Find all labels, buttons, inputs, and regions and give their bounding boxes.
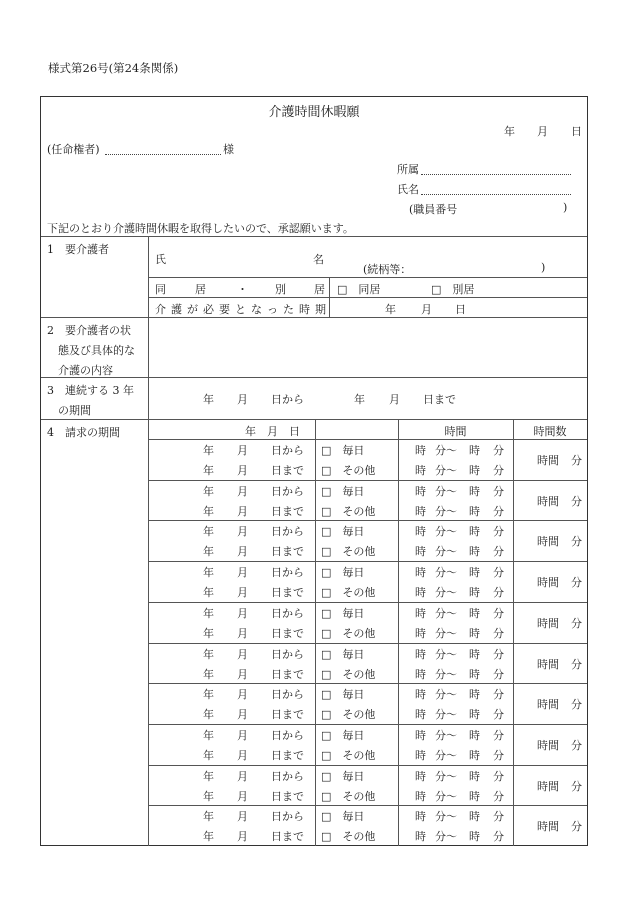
row-from-month: 月 xyxy=(237,525,248,539)
time-end-min: 分 xyxy=(493,464,504,477)
row-to-day: 日まで xyxy=(271,545,304,559)
time-end-hour: 時 xyxy=(469,789,480,803)
row-to-day: 日まで xyxy=(271,708,304,722)
time-end-hour: 時 xyxy=(469,708,480,722)
time-start-hour: 時 xyxy=(415,769,426,783)
time-end-min: 分 xyxy=(493,647,504,661)
date-day: 日 xyxy=(571,125,582,138)
row-from-day: 日から xyxy=(271,688,304,702)
row-from-day: 日から xyxy=(271,728,304,742)
s1-name-char-1: 氏 xyxy=(155,253,166,266)
leave-request-form xyxy=(40,96,588,846)
row-from-year: 年 xyxy=(203,810,214,824)
time-end-min: 分 xyxy=(493,688,504,702)
row-from-month: 月 xyxy=(237,606,248,620)
time-start-min: 分～ xyxy=(435,728,457,742)
hours-label: 時間 xyxy=(537,657,559,671)
row-from-day: 日から xyxy=(271,647,304,661)
option-other[interactable]: □ その他 xyxy=(321,789,376,803)
row-to-year: 年 xyxy=(203,789,214,803)
row-from-month: 月 xyxy=(237,810,248,824)
minutes-label: 分 xyxy=(571,494,582,508)
time-end-min: 分 xyxy=(493,748,504,762)
row-from-year: 年 xyxy=(203,688,214,702)
date-year: 年 xyxy=(504,125,515,138)
option-other[interactable]: □ その他 xyxy=(321,586,376,600)
row-to-day: 日まで xyxy=(271,626,304,640)
cohab-char-2: 居 xyxy=(195,283,206,296)
time-start-min: 分～ xyxy=(435,647,457,661)
time-end-hour: 時 xyxy=(469,810,480,824)
row-from-day: 日から xyxy=(271,810,304,824)
time-start-hour: 時 xyxy=(415,688,426,702)
time-end-min: 分 xyxy=(493,830,504,844)
option-daily[interactable]: □ 毎日 xyxy=(321,769,365,783)
s1-label: 1 要介護者 xyxy=(47,243,109,256)
row-to-year: 年 xyxy=(203,586,214,600)
hours-label: 時間 xyxy=(537,454,559,467)
time-start-min: 分～ xyxy=(435,810,457,824)
time-end-min: 分 xyxy=(493,606,504,620)
time-end-hour: 時 xyxy=(469,504,480,518)
time-end-hour: 時 xyxy=(469,484,480,498)
time-start-min: 分～ xyxy=(435,586,457,600)
time-end-hour: 時 xyxy=(469,586,480,600)
option-daily[interactable]: □ 毎日 xyxy=(321,606,365,620)
name-label: 氏名 xyxy=(397,183,419,196)
s4-head-hours: 時間数 xyxy=(533,425,567,438)
date-month: 月 xyxy=(537,125,548,138)
relation-close: ) xyxy=(541,261,546,274)
row-to-month: 月 xyxy=(237,464,248,477)
appointer-label: (任命権者) xyxy=(47,143,100,156)
option-daily[interactable]: □ 毎日 xyxy=(321,810,365,824)
s3-line-2: の期間 xyxy=(58,404,91,417)
row-from-day: 日から xyxy=(271,484,304,498)
row-to-day: 日まで xyxy=(271,504,304,518)
time-start-min: 分～ xyxy=(435,464,457,477)
time-start-hour: 時 xyxy=(415,708,426,722)
row-from-month: 月 xyxy=(237,566,248,580)
time-start-hour: 時 xyxy=(415,728,426,742)
form-number: 様式第26号(第24条関係) xyxy=(48,61,179,75)
row-to-day: 日まで xyxy=(271,586,304,600)
time-end-hour: 時 xyxy=(469,728,480,742)
time-end-hour: 時 xyxy=(469,626,480,640)
dept-line[interactable] xyxy=(421,174,571,175)
row-from-year: 年 xyxy=(203,525,214,539)
need-day: 日 xyxy=(455,303,466,316)
time-end-min: 分 xyxy=(493,545,504,559)
staff-no-close: ) xyxy=(563,201,568,214)
time-start-min: 分～ xyxy=(435,708,457,722)
time-start-hour: 時 xyxy=(415,789,426,803)
time-start-hour: 時 xyxy=(415,667,426,681)
cohab-char-4: 別 xyxy=(275,283,286,296)
cohab-option-separate[interactable]: □ 別居 xyxy=(431,283,475,296)
time-start-min: 分～ xyxy=(435,444,457,457)
minutes-label: 分 xyxy=(571,779,582,793)
s4-head-time: 時間 xyxy=(444,425,467,438)
time-start-min: 分～ xyxy=(435,484,457,498)
name-line[interactable] xyxy=(421,194,571,195)
staff-no-label: (職員番号 xyxy=(409,203,458,216)
minutes-label: 分 xyxy=(571,535,582,549)
option-daily[interactable]: □ 毎日 xyxy=(321,647,365,661)
s4-head-year: 年 xyxy=(245,425,256,438)
time-start-min: 分～ xyxy=(435,789,457,803)
row-from-month: 月 xyxy=(237,444,248,457)
minutes-label: 分 xyxy=(571,738,582,752)
row-to-month: 月 xyxy=(237,667,248,681)
row-from-day: 日から xyxy=(271,769,304,783)
s1-name-char-2: 名 xyxy=(313,253,324,266)
row-from-year: 年 xyxy=(203,647,214,661)
option-other[interactable]: □ その他 xyxy=(321,545,376,559)
time-start-hour: 時 xyxy=(415,647,426,661)
s4-label: 4 請求の期間 xyxy=(47,426,120,439)
row-to-year: 年 xyxy=(203,545,214,559)
time-start-hour: 時 xyxy=(415,830,426,844)
intro-text: 下記のとおり介護時間休暇を取得したいので、承認願います。 xyxy=(47,222,354,235)
time-end-min: 分 xyxy=(493,525,504,539)
time-start-hour: 時 xyxy=(415,566,426,580)
appointer-suffix: 様 xyxy=(223,143,234,156)
time-start-min: 分～ xyxy=(435,688,457,702)
time-start-hour: 時 xyxy=(415,545,426,559)
time-start-hour: 時 xyxy=(415,748,426,762)
minutes-label: 分 xyxy=(571,820,582,834)
time-end-hour: 時 xyxy=(469,464,480,477)
dept-label: 所属 xyxy=(397,163,419,176)
row-to-year: 年 xyxy=(203,504,214,518)
s3-line-1: 3 連続する 3 年 xyxy=(47,384,134,397)
row-from-year: 年 xyxy=(203,484,214,498)
appointer-line[interactable] xyxy=(105,154,221,155)
time-end-min: 分 xyxy=(493,789,504,803)
option-daily[interactable]: □ 毎日 xyxy=(321,566,365,580)
time-start-min: 分～ xyxy=(435,748,457,762)
row-to-month: 月 xyxy=(237,626,248,640)
row-from-month: 月 xyxy=(237,647,248,661)
row-to-year: 年 xyxy=(203,748,214,762)
row-from-year: 年 xyxy=(203,728,214,742)
time-end-min: 分 xyxy=(493,586,504,600)
row-from-year: 年 xyxy=(203,606,214,620)
s3-from-day: 日から xyxy=(271,393,304,406)
row-to-month: 月 xyxy=(237,789,248,803)
row-from-month: 月 xyxy=(237,484,248,498)
time-end-hour: 時 xyxy=(469,830,480,844)
s3-to-month: 月 xyxy=(389,393,400,406)
time-end-hour: 時 xyxy=(469,525,480,539)
time-start-hour: 時 xyxy=(415,464,426,477)
row-to-month: 月 xyxy=(237,748,248,762)
option-daily[interactable]: □ 毎日 xyxy=(321,444,365,457)
hours-label: 時間 xyxy=(537,698,559,712)
time-start-min: 分～ xyxy=(435,626,457,640)
row-to-month: 月 xyxy=(237,504,248,518)
need-year: 年 xyxy=(385,303,396,316)
option-other[interactable]: □ その他 xyxy=(321,667,376,681)
time-start-hour: 時 xyxy=(415,606,426,620)
s3-to-day: 日まで xyxy=(423,393,456,406)
hours-label: 時間 xyxy=(537,494,559,508)
option-other[interactable]: □ その他 xyxy=(321,626,376,640)
minutes-label: 分 xyxy=(571,616,582,630)
time-start-hour: 時 xyxy=(415,525,426,539)
row-to-year: 年 xyxy=(203,464,214,477)
option-other[interactable]: □ その他 xyxy=(321,464,376,477)
row-to-day: 日まで xyxy=(271,748,304,762)
hours-label: 時間 xyxy=(537,576,559,590)
hours-label: 時間 xyxy=(537,738,559,752)
row-from-day: 日から xyxy=(271,444,304,457)
s4-head-day: 日 xyxy=(289,425,300,438)
row-to-year: 年 xyxy=(203,830,214,844)
time-end-min: 分 xyxy=(493,810,504,824)
time-start-hour: 時 xyxy=(415,810,426,824)
time-end-hour: 時 xyxy=(469,688,480,702)
option-daily[interactable]: □ 毎日 xyxy=(321,688,365,702)
time-start-min: 分～ xyxy=(435,667,457,681)
row-to-year: 年 xyxy=(203,708,214,722)
row-from-year: 年 xyxy=(203,769,214,783)
time-start-min: 分～ xyxy=(435,504,457,518)
time-start-min: 分～ xyxy=(435,769,457,783)
hours-label: 時間 xyxy=(537,779,559,793)
time-end-min: 分 xyxy=(493,667,504,681)
minutes-label: 分 xyxy=(571,576,582,590)
s4-head-month: 月 xyxy=(267,425,278,438)
row-from-month: 月 xyxy=(237,769,248,783)
time-start-hour: 時 xyxy=(415,504,426,518)
row-from-day: 日から xyxy=(271,525,304,539)
row-to-year: 年 xyxy=(203,667,214,681)
time-end-hour: 時 xyxy=(469,545,480,559)
time-start-min: 分～ xyxy=(435,545,457,559)
cohab-char-1: 同 xyxy=(155,283,166,296)
option-daily[interactable]: □ 毎日 xyxy=(321,484,365,498)
row-from-year: 年 xyxy=(203,566,214,580)
time-start-min: 分～ xyxy=(435,830,457,844)
s3-from-year: 年 xyxy=(203,393,214,406)
row-from-day: 日から xyxy=(271,606,304,620)
time-start-min: 分～ xyxy=(435,525,457,539)
s2-line-3: 介護の内容 xyxy=(58,364,113,377)
row-to-day: 日まで xyxy=(271,464,304,477)
need-label: 介護が必要となった時期 xyxy=(155,303,331,316)
hours-label: 時間 xyxy=(537,535,559,549)
s2-line-2: 態及び具体的な xyxy=(58,344,135,357)
time-end-hour: 時 xyxy=(469,606,480,620)
option-daily[interactable]: □ 毎日 xyxy=(321,525,365,539)
row-to-month: 月 xyxy=(237,545,248,559)
form-title: 介護時間休暇願 xyxy=(268,105,360,120)
time-end-hour: 時 xyxy=(469,667,480,681)
care-details-field[interactable] xyxy=(153,323,583,373)
row-from-day: 日から xyxy=(271,566,304,580)
row-to-month: 月 xyxy=(237,830,248,844)
option-other[interactable]: □ その他 xyxy=(321,748,376,762)
option-other[interactable]: □ その他 xyxy=(321,708,376,722)
minutes-label: 分 xyxy=(571,657,582,671)
row-to-year: 年 xyxy=(203,626,214,640)
row-to-day: 日まで xyxy=(271,789,304,803)
time-end-hour: 時 xyxy=(469,647,480,661)
need-month: 月 xyxy=(421,303,432,316)
row-from-year: 年 xyxy=(203,444,214,457)
row-from-month: 月 xyxy=(237,728,248,742)
time-end-min: 分 xyxy=(493,444,504,457)
cohab-char-5: 居 xyxy=(314,283,325,296)
cohab-option-same[interactable]: □ 同居 xyxy=(337,283,381,296)
time-start-min: 分～ xyxy=(435,566,457,580)
row-to-day: 日まで xyxy=(271,667,304,681)
hours-label: 時間 xyxy=(537,820,559,834)
time-start-hour: 時 xyxy=(415,444,426,457)
s3-from-month: 月 xyxy=(237,393,248,406)
time-end-min: 分 xyxy=(493,566,504,580)
time-start-hour: 時 xyxy=(415,484,426,498)
option-other[interactable]: □ その他 xyxy=(321,504,376,518)
time-start-min: 分～ xyxy=(435,606,457,620)
row-to-month: 月 xyxy=(237,708,248,722)
cohab-char-3: ・ xyxy=(237,283,248,296)
time-end-min: 分 xyxy=(493,728,504,742)
s3-to-year: 年 xyxy=(354,393,365,406)
time-end-min: 分 xyxy=(493,484,504,498)
time-end-hour: 時 xyxy=(469,748,480,762)
time-end-min: 分 xyxy=(493,769,504,783)
time-end-hour: 時 xyxy=(469,444,480,457)
minutes-label: 分 xyxy=(571,454,582,467)
time-start-hour: 時 xyxy=(415,586,426,600)
time-end-min: 分 xyxy=(493,708,504,722)
time-end-min: 分 xyxy=(493,504,504,518)
row-to-day: 日まで xyxy=(271,830,304,844)
hours-label: 時間 xyxy=(537,616,559,630)
time-end-hour: 時 xyxy=(469,769,480,783)
row-to-month: 月 xyxy=(237,586,248,600)
relation-label: (続柄等： xyxy=(363,263,412,276)
option-other[interactable]: □ その他 xyxy=(321,830,376,844)
time-end-hour: 時 xyxy=(469,566,480,580)
row-from-month: 月 xyxy=(237,688,248,702)
time-end-min: 分 xyxy=(493,626,504,640)
time-start-hour: 時 xyxy=(415,626,426,640)
s2-line-1: 2 要介護者の状 xyxy=(47,324,131,337)
minutes-label: 分 xyxy=(571,698,582,712)
option-daily[interactable]: □ 毎日 xyxy=(321,728,365,742)
